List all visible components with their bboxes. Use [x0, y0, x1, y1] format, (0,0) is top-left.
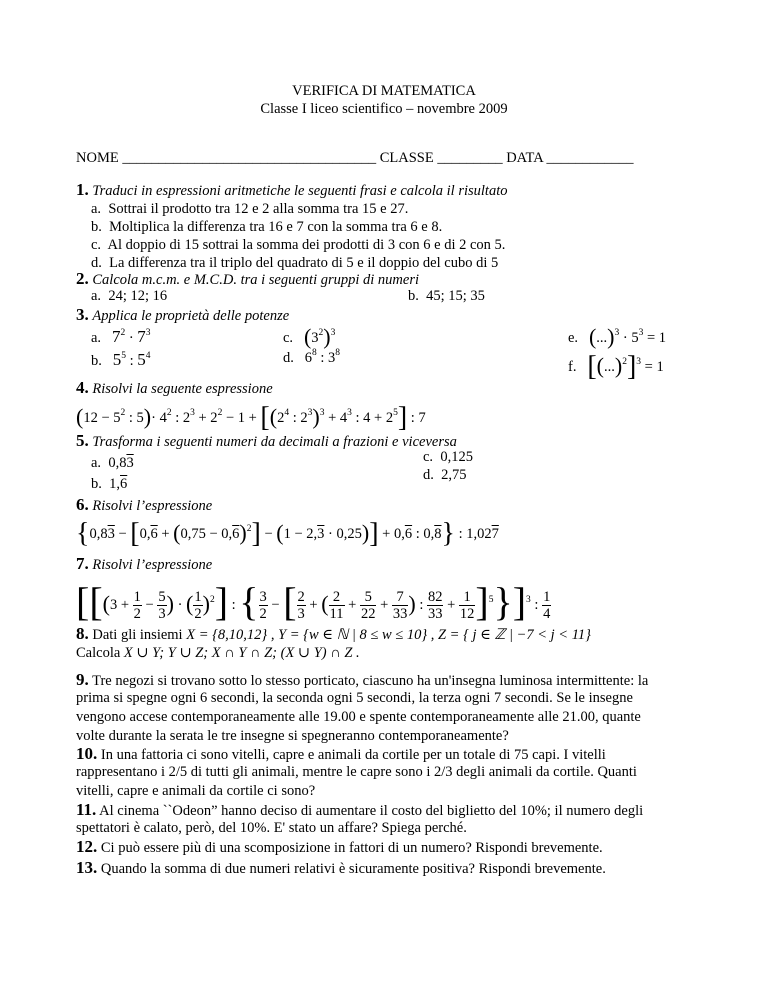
nome-label: NOME	[76, 150, 119, 166]
power-item-c: c. $(3^2)^3$	[283, 324, 336, 349]
power-item-e: e. $(...)^3 \cdot 5^3 = 1$	[568, 324, 666, 349]
question-title: Applica le proprietà delle potenze	[92, 308, 290, 324]
question-number: 5.	[76, 431, 89, 450]
text-line: vengono accese contemporaneamente alle 19.00 e spente contemporaneamente alle 21.00, quante	[76, 709, 641, 725]
power-item-b: b. $5^5$ : $5^4$	[91, 350, 151, 369]
question-number: 9.	[76, 670, 89, 689]
list-item: c. Al doppio di 15 sottrai la somma dei prodotti di 3 con 6 e di 2 con 5.	[91, 237, 506, 253]
list-item: a. Sottrai il prodotto tra 12 e 2 alla somma tra 15 e 27.	[91, 201, 409, 217]
question-5-heading	[76, 431, 457, 451]
list-item: d. 2,75	[423, 467, 467, 483]
question-number: 12.	[76, 837, 98, 856]
data-line[interactable]: ____________	[546, 150, 634, 166]
question-6-heading	[76, 495, 212, 515]
question-number: 8.	[76, 624, 89, 643]
data-label: DATA	[506, 150, 543, 166]
text-line: prima si spegne ogni 6 secondi, la seconda ogni 5 secondi, la terza ogni 7 secondi. Se le insegne	[76, 690, 633, 706]
list-item: d. La differenza tra il triplo del quadrato di 5 e il doppio del cubo di 5	[91, 255, 499, 271]
question-1-heading	[76, 180, 507, 200]
power-item-a: a. $7^2 \cdot 7^3$	[91, 327, 151, 346]
classe-line[interactable]: _________	[437, 150, 503, 166]
text-line: spettatori è calato, però, del 10%. E' stato un affare? Spiega perché.	[76, 820, 467, 836]
page-title: VERIFICA DI MATEMATICA	[292, 83, 476, 99]
question-3-heading	[76, 305, 289, 325]
question-2-heading	[76, 269, 419, 289]
expression-6: $\{0,83 - [0,6 + (0,75 - 0,6)^2] - (1 - 2,3 \cdot 0,25)] + 0,6$ : 0,8} : 1,027	[76, 518, 499, 549]
text-line: volte durante la serata le tre insegne si spegneranno contemporaneamente?	[76, 728, 509, 744]
question-4-heading	[76, 378, 273, 398]
text-line: vitelli, capre e animali da cortile ci sono?	[76, 783, 316, 799]
question-number: 11.	[76, 800, 97, 819]
question-number: 6.	[76, 495, 89, 514]
question-7-heading	[76, 554, 212, 574]
question-number: 10.	[76, 744, 98, 763]
list-item: a. 24; 12; 16	[91, 288, 168, 304]
question-number: 2.	[76, 269, 89, 288]
question-12: 12. Ci può essere più di una scomposizione in fattori di un numero? Rispondi brevemente.	[76, 837, 603, 856]
expression-4: ($12 - 5^2$ : $5)\cdot 4^2$ : $2^3 + 2^2 - 1 + [(2^4$ : $2^3)^3 + 4^3$ : $4 + 2^5$] : 7	[76, 402, 426, 433]
expression-7: [[(3 + $\frac{1}{2}$ − $\frac{5}{3}$ ) · ( $\frac{1}{2}$ )$^2$] : { $\frac{3}{2}$ − [ $\frac{2}{3}$ + ( $\frac{2}{11}$ + $\frac{5}{22}$ + $\frac{7}{33}$ ) : $\frac{82}{33}$ + $\frac{1}{12}$ ]$^5$}]$^3$ : $\frac{1}{4}$	[76, 579, 551, 624]
question-number: 3.	[76, 305, 89, 324]
question-number: 1.	[76, 180, 89, 199]
question-title: Risolvi l’espressione	[92, 498, 213, 514]
list-item: b. 1,6	[91, 476, 128, 492]
power-item-d: d. $6^8$ : $3^8$	[283, 348, 341, 366]
question-title: Trasforma i seguenti numeri da decimali a frazioni e viceversa	[92, 434, 457, 450]
question-title: Risolvi la seguente espressione	[92, 381, 273, 397]
question-number: 7.	[76, 554, 89, 573]
list-item: c. 0,125	[423, 449, 473, 465]
list-item: b. Moltiplica la differenza tra 16 e 7 con la somma tra 6 e 8.	[91, 219, 443, 235]
question-11: 11. Al cinema ``Odeon” hanno deciso di aumentare il costo del biglietto del 10%; il numero degli	[76, 800, 644, 819]
question-10: 10. In una fattoria ci sono vitelli, capre e animali da cortile per un totale di 75 capi. I vitelli	[76, 744, 606, 763]
classe-label: CLASSE	[379, 150, 434, 166]
text-line: rappresentano i 2/5 di tutti gli animali, mentre le capre sono i 2/3 degli animali da cortile. Quanti	[76, 764, 637, 780]
power-item-f: f. $[(...)^2]^3 = 1$	[568, 351, 664, 382]
list-item: b. 45; 15; 35	[408, 288, 485, 304]
question-number: 4.	[76, 378, 89, 397]
sets-definition: X = {8,10,12} , Y = {w ∈ ℕ | 8 ≤ w ≤ 10} , Z = { j ∈ ℤ | −7 < j < 11}	[186, 627, 591, 643]
nome-line[interactable]: ___________________________________	[122, 150, 377, 166]
list-item: a. 0,83	[91, 455, 134, 471]
question-9: 9. Tre negozi si trovano sotto lo stesso porticato, ciascuno ha un'insegna luminosa intermittente: la	[76, 670, 649, 689]
question-title: Risolvi l’espressione	[92, 557, 213, 573]
question-8: 8. Dati gli insiemi X = {8,10,12} , Y = {w ∈ ℕ | 8 ≤ w ≤ 10} , Z = { j ∈ ℤ | −7 < j < 11}	[76, 624, 591, 643]
question-title: Calcola m.c.m. e M.C.D. tra i seguenti gruppi di numeri	[92, 272, 420, 288]
question-title: Traduci in espressioni aritmetiche le seguenti frasi e calcola il risultato	[92, 183, 508, 199]
question-8-ops: Calcola X ∪ Y; Y ∪ Z; X ∩ Y ∩ Z; (X ∪ Y) ∩ Z .	[76, 645, 360, 661]
question-13: 13. Quando la somma di due numeri relativi è sicuramente positiva? Rispondi brevemente.	[76, 858, 606, 877]
question-number: 13.	[76, 858, 98, 877]
student-fields	[76, 150, 634, 167]
page-subtitle: Classe I liceo scientifico – novembre 2009	[260, 101, 508, 117]
